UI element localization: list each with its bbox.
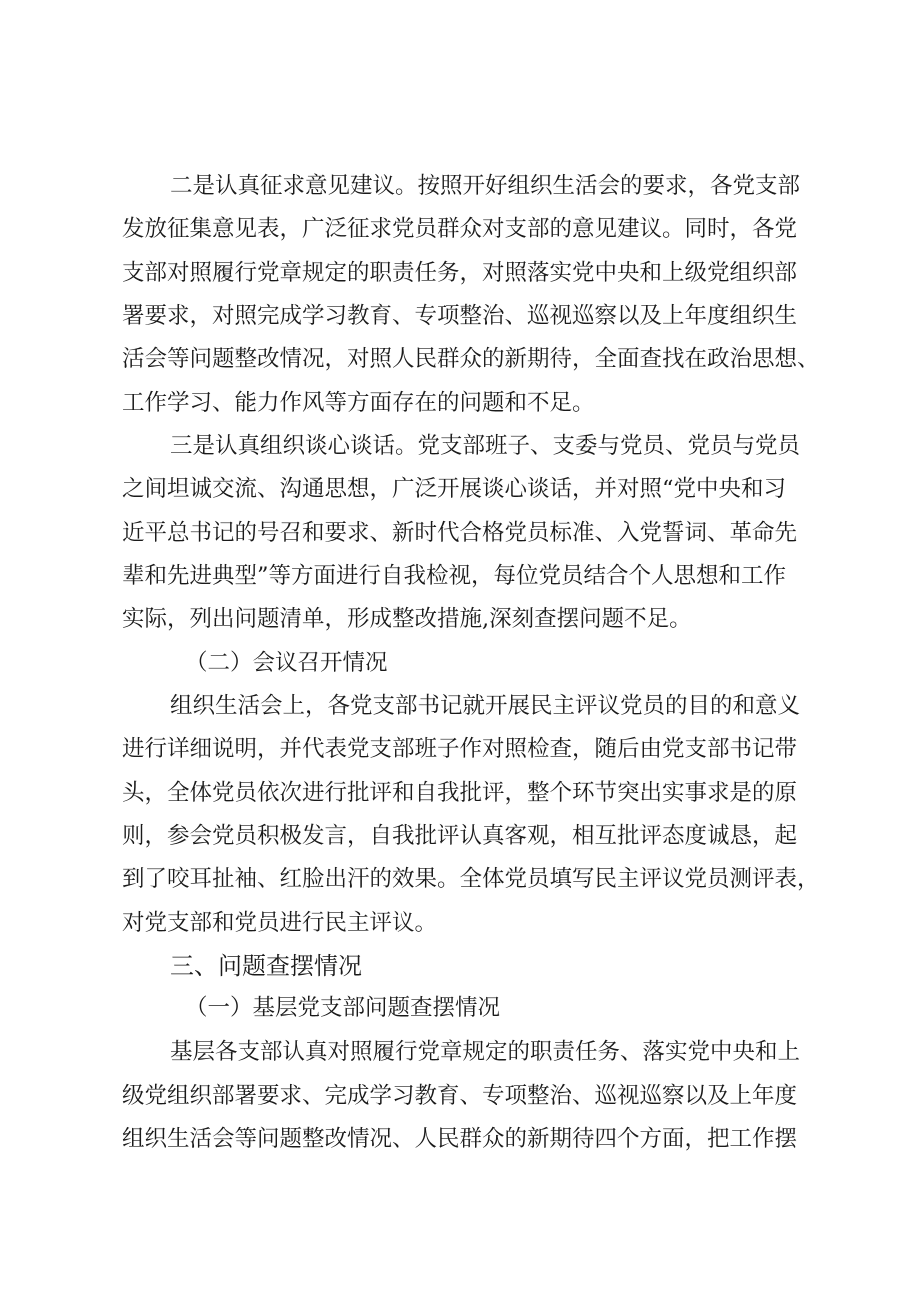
paragraph-line: 进行详细说明，并代表党支部班子作对照检查，随后由党支部书记带: [122, 736, 798, 762]
section-subheading: （一）基层党支部问题查摆情况: [185, 995, 501, 1021]
paragraph-line: 头，全体党员依次进行批评和自我批评，整个环节突出实事求是的原: [122, 780, 798, 806]
paragraph-line: 三是认真组织谈心谈话。党支部班子、支委与党员、党员与党员: [170, 433, 801, 459]
paragraph-line: 对党支部和党员进行民主评议。: [122, 910, 438, 936]
paragraph-line: 组织生活会等问题整改情况、人民群众的新期待四个方面，把工作摆: [122, 1126, 798, 1152]
paragraph-line: 署要求，对照完成学习教育、专项整治、巡视巡察以及上年度组织生: [122, 303, 798, 329]
paragraph-line: 基层各支部认真对照履行党章规定的职责任务、落实党中央和上: [170, 1039, 801, 1065]
paragraph-line: 近平总书记的号召和要求、新时代合格党员标准、入党誓词、革命先: [122, 520, 798, 546]
paragraph-line: 活会等问题整改情况，对照人民群众的新期待，全面查找在政治思想、: [122, 346, 820, 372]
paragraph-line: 实际，列出问题清单，形成整改措施,深刻查摆问题不足。: [122, 606, 692, 632]
paragraph-line: 则，参会党员积极发言，自我批评认真客观，相互批评态度诚恳，起: [122, 823, 798, 849]
section-heading: 三、问题查摆情况: [170, 952, 362, 980]
section-subheading: （二）会议召开情况: [185, 650, 388, 676]
paragraph-line: 工作学习、能力作风等方面存在的问题和不足。: [122, 390, 595, 416]
paragraph-line: 发放征集意见表，广泛征求党员群众对支部的意见建议。同时，各党: [122, 216, 798, 242]
paragraph-line: 二是认真征求意见建议。按照开好组织生活会的要求，各党支部: [170, 173, 801, 199]
paragraph-line: 到了咬耳扯袖、红脸出汗的效果。全体党员填写民主评议党员测评表，: [122, 866, 820, 892]
paragraph-line: 组织生活会上，各党支部书记就开展民主评议党员的目的和意义: [170, 693, 801, 719]
paragraph-line: 级党组织部署要求、完成学习教育、专项整治、巡视巡察以及上年度: [122, 1083, 798, 1109]
paragraph-line: 支部对照履行党章规定的职责任务，对照落实党中央和上级党组织部: [122, 260, 798, 286]
paragraph-line: 之间坦诚交流、沟通思想，广泛开展谈心谈话，并对照“党中央和习: [122, 476, 787, 502]
paragraph-line: 辈和先进典型”等方面进行自我检视，每位党员结合个人思想和工作: [122, 563, 787, 589]
